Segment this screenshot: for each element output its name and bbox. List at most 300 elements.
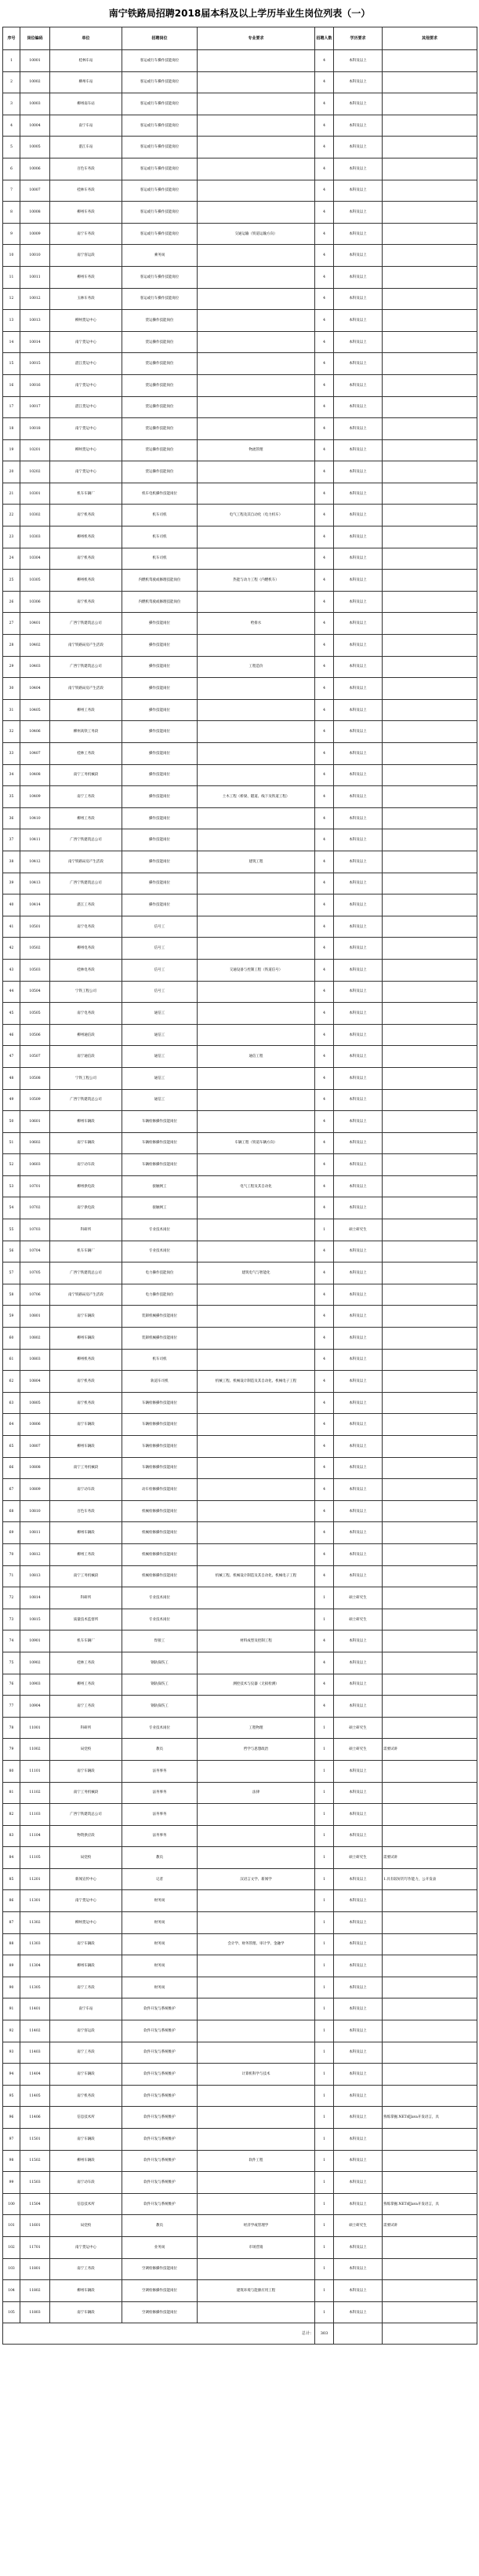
table-row [3, 2042, 477, 2064]
row-degree: 本科及以上 [334, 1111, 383, 1133]
row-code: 10706 [20, 1284, 50, 1306]
row-other [383, 1933, 477, 1955]
row-count: 1 [315, 1955, 334, 1977]
row-code: 10808 [20, 1457, 50, 1479]
row-degree: 本科及以上 [334, 71, 383, 93]
row-major [198, 71, 315, 93]
row-count: 4 [315, 1371, 334, 1393]
row-count: 4 [315, 180, 334, 202]
row-position: 机械检修操作技能岗位 [122, 1565, 198, 1587]
table-row [3, 137, 477, 158]
row-count: 4 [315, 1284, 334, 1306]
row-other [383, 1132, 477, 1154]
row-unit: 南宁车站 [50, 115, 122, 137]
row-degree: 本科及以上 [334, 266, 383, 288]
row-position: 电力操作技能岗位 [122, 1262, 198, 1284]
row-major: 市场营销 [198, 2236, 315, 2258]
row-count: 1 [315, 1847, 334, 1869]
row-position: 软件开发与系统维护 [122, 2064, 198, 2086]
row-code: 10502 [20, 938, 50, 960]
row-unit: 南宁供电段 [50, 1197, 122, 1219]
row-position: 货运操作技能岗位 [122, 374, 198, 396]
table-row [3, 851, 477, 873]
table-row [3, 743, 477, 765]
row-count: 4 [315, 1024, 334, 1046]
table-row [3, 721, 477, 743]
row-count: 4 [315, 93, 334, 115]
row-count: 4 [315, 505, 334, 526]
row-position: 客运或行车操作技能岗位 [122, 50, 198, 72]
row-count: 1 [315, 1825, 334, 1847]
row-degree: 本科及以上 [334, 613, 383, 635]
row-major [198, 1241, 315, 1262]
row-unit: 科研所 [50, 1587, 122, 1609]
row-unit: 科研所 [50, 1717, 122, 1739]
row-position: 车辆检修操作技能岗位 [122, 1392, 198, 1414]
table-row [3, 2020, 477, 2042]
table-row [3, 1306, 477, 1328]
table-row [3, 807, 477, 829]
row-other [383, 418, 477, 440]
row-count: 1 [315, 2150, 334, 2172]
row-major [198, 1998, 315, 2020]
table-row [3, 1392, 477, 1414]
table-row [3, 1652, 477, 1674]
row-unit: 南宁机务段 [50, 2085, 122, 2107]
table-row [3, 1804, 477, 1826]
row-index: 15 [3, 353, 20, 375]
row-code: 10015 [20, 353, 50, 375]
row-unit: 广西宁铁建筑总公司 [50, 1262, 122, 1284]
row-major [198, 1328, 315, 1350]
row-code: 10506 [20, 1024, 50, 1046]
row-degree: 本科及以上 [334, 526, 383, 548]
row-position: 教员 [122, 1739, 198, 1761]
row-degree: 本科及以上 [334, 1414, 383, 1436]
row-degree: 本科及以上 [334, 2193, 383, 2215]
table-row [3, 1328, 477, 1350]
row-major [198, 938, 315, 960]
row-count: 4 [315, 1500, 334, 1522]
row-degree: 本科及以上 [334, 938, 383, 960]
table-row [3, 2258, 477, 2280]
row-major: 电气工程及其自动化（电力机车） [198, 505, 315, 526]
row-index: 62 [3, 1371, 20, 1393]
row-position: 货运操作技能岗位 [122, 310, 198, 332]
row-code: 10001 [20, 50, 50, 72]
table-row [3, 2193, 477, 2215]
row-count: 4 [315, 158, 334, 180]
row-other [383, 93, 477, 115]
row-index: 56 [3, 1241, 20, 1262]
row-code: 10002 [20, 71, 50, 93]
row-degree: 本科及以上 [334, 374, 383, 396]
row-other [383, 1089, 477, 1111]
row-code: 10006 [20, 158, 50, 180]
row-position: 客运或行车操作技能岗位 [122, 223, 198, 245]
row-count: 4 [315, 851, 334, 873]
row-unit: 广西宁铁建筑总公司 [50, 829, 122, 851]
row-major: 建筑环境与能源应用工程 [198, 2280, 315, 2302]
row-degree: 本科及以上 [334, 1457, 383, 1479]
row-unit: 柳州南车站 [50, 93, 122, 115]
row-position: 机械检修操作技能岗位 [122, 1522, 198, 1544]
row-degree: 本科及以上 [334, 1003, 383, 1025]
col-header-count: 招聘人数 [315, 27, 334, 50]
row-code: 10809 [20, 1479, 50, 1501]
row-count: 1 [315, 2107, 334, 2129]
row-degree: 本科及以上 [334, 829, 383, 851]
row-count: 4 [315, 1674, 334, 1696]
table-row [3, 374, 477, 396]
row-position: 客运或行车操作技能岗位 [122, 288, 198, 310]
row-code: 10410 [20, 807, 50, 829]
row-major: 电气工程及其自动化 [198, 1175, 315, 1197]
row-position: 软件开发与系统维护 [122, 2150, 198, 2172]
row-index: 21 [3, 483, 20, 505]
row-other [383, 2150, 477, 2172]
row-unit: 信息技术所 [50, 2107, 122, 2129]
row-degree: 硕士研究生 [334, 1609, 383, 1630]
row-position: 货运操作技能岗位 [122, 461, 198, 483]
row-other [383, 548, 477, 570]
row-index: 71 [3, 1565, 20, 1587]
row-count: 4 [315, 981, 334, 1003]
row-other [383, 1111, 477, 1133]
row-other [383, 1890, 477, 1912]
row-position: 财务岗 [122, 1933, 198, 1955]
row-other [383, 678, 477, 700]
row-other [383, 829, 477, 851]
row-other [383, 266, 477, 288]
row-index: 102 [3, 2236, 20, 2258]
row-index: 54 [3, 1197, 20, 1219]
row-code: 10704 [20, 1241, 50, 1262]
row-other [383, 1154, 477, 1176]
row-count: 1 [315, 2258, 334, 2280]
row-unit: 柳州机务段 [50, 570, 122, 592]
row-unit: 南宁工务段 [50, 1977, 122, 1998]
row-unit: 南宁工务机械段 [50, 764, 122, 786]
row-other [383, 2042, 477, 2064]
row-major: 建筑工程 [198, 851, 315, 873]
row-position: 软件开发与系统维护 [122, 2085, 198, 2107]
row-count: 4 [315, 1241, 334, 1262]
row-major [198, 1306, 315, 1328]
row-code: 11304 [20, 1955, 50, 1977]
row-major: 土木工程（桥梁、隧道、线下及铁道工程） [198, 786, 315, 808]
row-other [383, 1543, 477, 1565]
row-code: 10011 [20, 266, 50, 288]
row-major [198, 1587, 315, 1609]
table-row [3, 1890, 477, 1912]
table-row [3, 396, 477, 418]
row-count: 4 [315, 115, 334, 137]
table-row [3, 1782, 477, 1804]
row-degree: 硕士研究生 [334, 1739, 383, 1761]
row-unit: 局党校 [50, 2215, 122, 2237]
row-major [198, 1760, 315, 1782]
row-index: 48 [3, 1067, 20, 1089]
row-index: 59 [3, 1306, 20, 1328]
row-code: 10018 [20, 418, 50, 440]
table-row [3, 180, 477, 202]
row-other [383, 202, 477, 224]
row-other [383, 786, 477, 808]
row-count: 4 [315, 71, 334, 93]
row-code: 10601 [20, 1111, 50, 1133]
row-degree: 本科及以上 [334, 1392, 383, 1414]
row-count: 4 [315, 1543, 334, 1565]
row-code: 10903 [20, 1674, 50, 1696]
row-count: 4 [315, 396, 334, 418]
table-row [3, 894, 477, 916]
row-code: 10004 [20, 115, 50, 137]
row-other [383, 374, 477, 396]
row-other [383, 483, 477, 505]
row-index: 5 [3, 137, 20, 158]
row-major [198, 137, 315, 158]
table-row [3, 1457, 477, 1479]
row-index: 72 [3, 1587, 20, 1609]
row-degree: 本科及以上 [334, 764, 383, 786]
row-degree: 本科及以上 [334, 396, 383, 418]
row-code: 11401 [20, 1998, 50, 2020]
row-count: 1 [315, 2236, 334, 2258]
row-code: 11101 [20, 1760, 50, 1782]
row-degree: 本科及以上 [334, 1046, 383, 1068]
table-row [3, 1414, 477, 1436]
col-header-index: 序号 [3, 27, 20, 50]
row-position: 专业技术岗位 [122, 1241, 198, 1262]
row-unit: 南宁机务段 [50, 505, 122, 526]
row-major [198, 2193, 315, 2215]
row-other [383, 1479, 477, 1501]
row-index: 83 [3, 1825, 20, 1847]
row-unit: 科研所 [50, 1219, 122, 1241]
row-major [198, 894, 315, 916]
row-major [198, 2301, 315, 2323]
row-major [198, 1479, 315, 1501]
row-other [383, 1067, 477, 1089]
table-row [3, 71, 477, 93]
table-row [3, 2236, 477, 2258]
row-major: 建筑电气与智能化 [198, 1262, 315, 1284]
row-degree: 本科及以上 [334, 2042, 383, 2064]
table-row [3, 1089, 477, 1111]
table-row [3, 1696, 477, 1718]
row-unit: 湛江货运中心 [50, 396, 122, 418]
row-degree: 本科及以上 [334, 1782, 383, 1804]
row-position: 操作技能岗位 [122, 743, 198, 765]
row-degree: 本科及以上 [334, 894, 383, 916]
row-code: 10401 [20, 613, 50, 635]
table-header-row [3, 27, 477, 50]
row-count: 1 [315, 1998, 334, 2020]
table-row [3, 873, 477, 894]
row-position: 通信工 [122, 1024, 198, 1046]
table-row [3, 1868, 477, 1890]
row-count: 4 [315, 418, 334, 440]
row-major [198, 50, 315, 72]
row-major [198, 266, 315, 288]
row-other [383, 2236, 477, 2258]
row-other [383, 938, 477, 960]
row-position: 机车司机 [122, 505, 198, 526]
row-other [383, 505, 477, 526]
row-other [383, 2280, 477, 2302]
footer-empty [334, 2323, 383, 2345]
row-degree: 硕士研究生 [334, 1847, 383, 1869]
row-unit: 南宁货运中心 [50, 374, 122, 396]
row-index: 86 [3, 1890, 20, 1912]
row-unit: 南宁车辆段 [50, 1306, 122, 1328]
row-degree: 本科及以上 [334, 570, 383, 592]
table-row [3, 786, 477, 808]
table-row [3, 1284, 477, 1306]
row-count: 1 [315, 2064, 334, 2086]
row-degree: 本科及以上 [334, 1175, 383, 1197]
row-degree: 本科及以上 [334, 1132, 383, 1154]
row-other [383, 1262, 477, 1284]
row-other [383, 1197, 477, 1219]
row-index: 63 [3, 1392, 20, 1414]
row-code: 11002 [20, 1739, 50, 1761]
table-row [3, 1500, 477, 1522]
row-code: 11403 [20, 2042, 50, 2064]
row-major [198, 2107, 315, 2129]
row-degree: 本科及以上 [334, 2258, 383, 2280]
row-unit: 南宁车辆段 [50, 2064, 122, 2086]
table-row [3, 2064, 477, 2086]
row-index: 41 [3, 916, 20, 938]
row-unit: 南宁货运中心 [50, 1890, 122, 1912]
row-other [383, 1241, 477, 1262]
row-major [198, 873, 315, 894]
table-row [3, 938, 477, 960]
row-unit: 柳州车站 [50, 71, 122, 93]
row-major [198, 2020, 315, 2042]
row-unit: 南宁动车段 [50, 1154, 122, 1176]
row-other [383, 2129, 477, 2151]
row-degree: 本科及以上 [334, 1262, 383, 1284]
row-position: 财务岗 [122, 1955, 198, 1977]
row-count: 4 [315, 288, 334, 310]
row-code: 11502 [20, 2150, 50, 2172]
row-other [383, 1565, 477, 1587]
row-index: 9 [3, 223, 20, 245]
row-degree: 本科及以上 [334, 1933, 383, 1955]
row-unit: 宁铁工程公司 [50, 1067, 122, 1089]
row-degree: 本科及以上 [334, 548, 383, 570]
table-row [3, 1219, 477, 1241]
table-row [3, 505, 477, 526]
row-other [383, 1175, 477, 1197]
row-unit: 南宁电务段 [50, 1003, 122, 1025]
document-title: 南宁铁路局招聘2018届本科及以上学历毕业生岗位列表（一） [108, 8, 371, 19]
row-other [383, 807, 477, 829]
row-unit: 南宁铁路局房产生活段 [50, 851, 122, 873]
table-row [3, 1067, 477, 1089]
row-code: 10014 [20, 331, 50, 353]
row-major: 给排水 [198, 613, 315, 635]
row-degree: 本科及以上 [334, 635, 383, 657]
row-unit: 新闻宣传中心 [50, 1868, 122, 1890]
row-major [198, 396, 315, 418]
table-row [3, 1674, 477, 1696]
row-unit: 南宁客运段 [50, 245, 122, 267]
row-unit: 南宁机务段 [50, 591, 122, 613]
row-index: 91 [3, 1998, 20, 2020]
row-count: 4 [315, 245, 334, 267]
row-position: 乘务岗 [122, 245, 198, 267]
row-major: 机械工程、机械设计制造及其自动化、机械电子工程 [198, 1565, 315, 1587]
row-degree: 本科及以上 [334, 93, 383, 115]
row-other [383, 1457, 477, 1479]
row-code: 10801 [20, 1306, 50, 1328]
row-unit: 南宁货运中心 [50, 331, 122, 353]
row-index: 31 [3, 699, 20, 721]
table-row [3, 1262, 477, 1284]
table-row [3, 1197, 477, 1219]
row-other [383, 1912, 477, 1934]
row-major [198, 1154, 315, 1176]
row-other [383, 1349, 477, 1371]
table-row [3, 2129, 477, 2151]
row-position: 专业技术岗位 [122, 1717, 198, 1739]
row-degree: 本科及以上 [334, 1890, 383, 1912]
row-position: 操作技能岗位 [122, 807, 198, 829]
row-count: 4 [315, 1479, 334, 1501]
row-major: 汉语言文学、新闻学 [198, 1868, 315, 1890]
row-major [198, 1847, 315, 1869]
row-position: 客运或行车操作技能岗位 [122, 115, 198, 137]
row-unit: 柳州通信段 [50, 1024, 122, 1046]
row-degree: 本科及以上 [334, 2172, 383, 2194]
row-degree: 本科及以上 [334, 1328, 383, 1350]
row-major [198, 93, 315, 115]
row-index: 26 [3, 591, 20, 613]
row-position: 钢轨探伤工 [122, 1652, 198, 1674]
row-code: 10810 [20, 1500, 50, 1522]
row-degree: 本科及以上 [334, 656, 383, 678]
row-count: 4 [315, 916, 334, 938]
row-index: 104 [3, 2280, 20, 2302]
table-row [3, 50, 477, 72]
row-count: 1 [315, 1717, 334, 1739]
row-major: 交通设备与控制工程（铁道信号） [198, 959, 315, 981]
row-degree: 本科及以上 [334, 916, 383, 938]
row-other [383, 461, 477, 483]
row-code: 10602 [20, 1132, 50, 1154]
row-count: 4 [315, 873, 334, 894]
row-position: 软件开发与系统维护 [122, 2172, 198, 2194]
row-unit: 百色车务段 [50, 1500, 122, 1522]
row-position: 信号工 [122, 938, 198, 960]
row-degree: 本科及以上 [334, 2236, 383, 2258]
row-index: 94 [3, 2064, 20, 2086]
row-count: 4 [315, 938, 334, 960]
col-header-degree: 学历要求 [334, 27, 383, 50]
row-other [383, 1825, 477, 1847]
row-count: 4 [315, 959, 334, 981]
row-position: 通信工 [122, 1046, 198, 1068]
row-other [383, 180, 477, 202]
row-count: 1 [315, 2172, 334, 2194]
row-degree: 本科及以上 [334, 2107, 383, 2129]
row-unit: 桂林电务段 [50, 959, 122, 981]
row-code: 10007 [20, 180, 50, 202]
